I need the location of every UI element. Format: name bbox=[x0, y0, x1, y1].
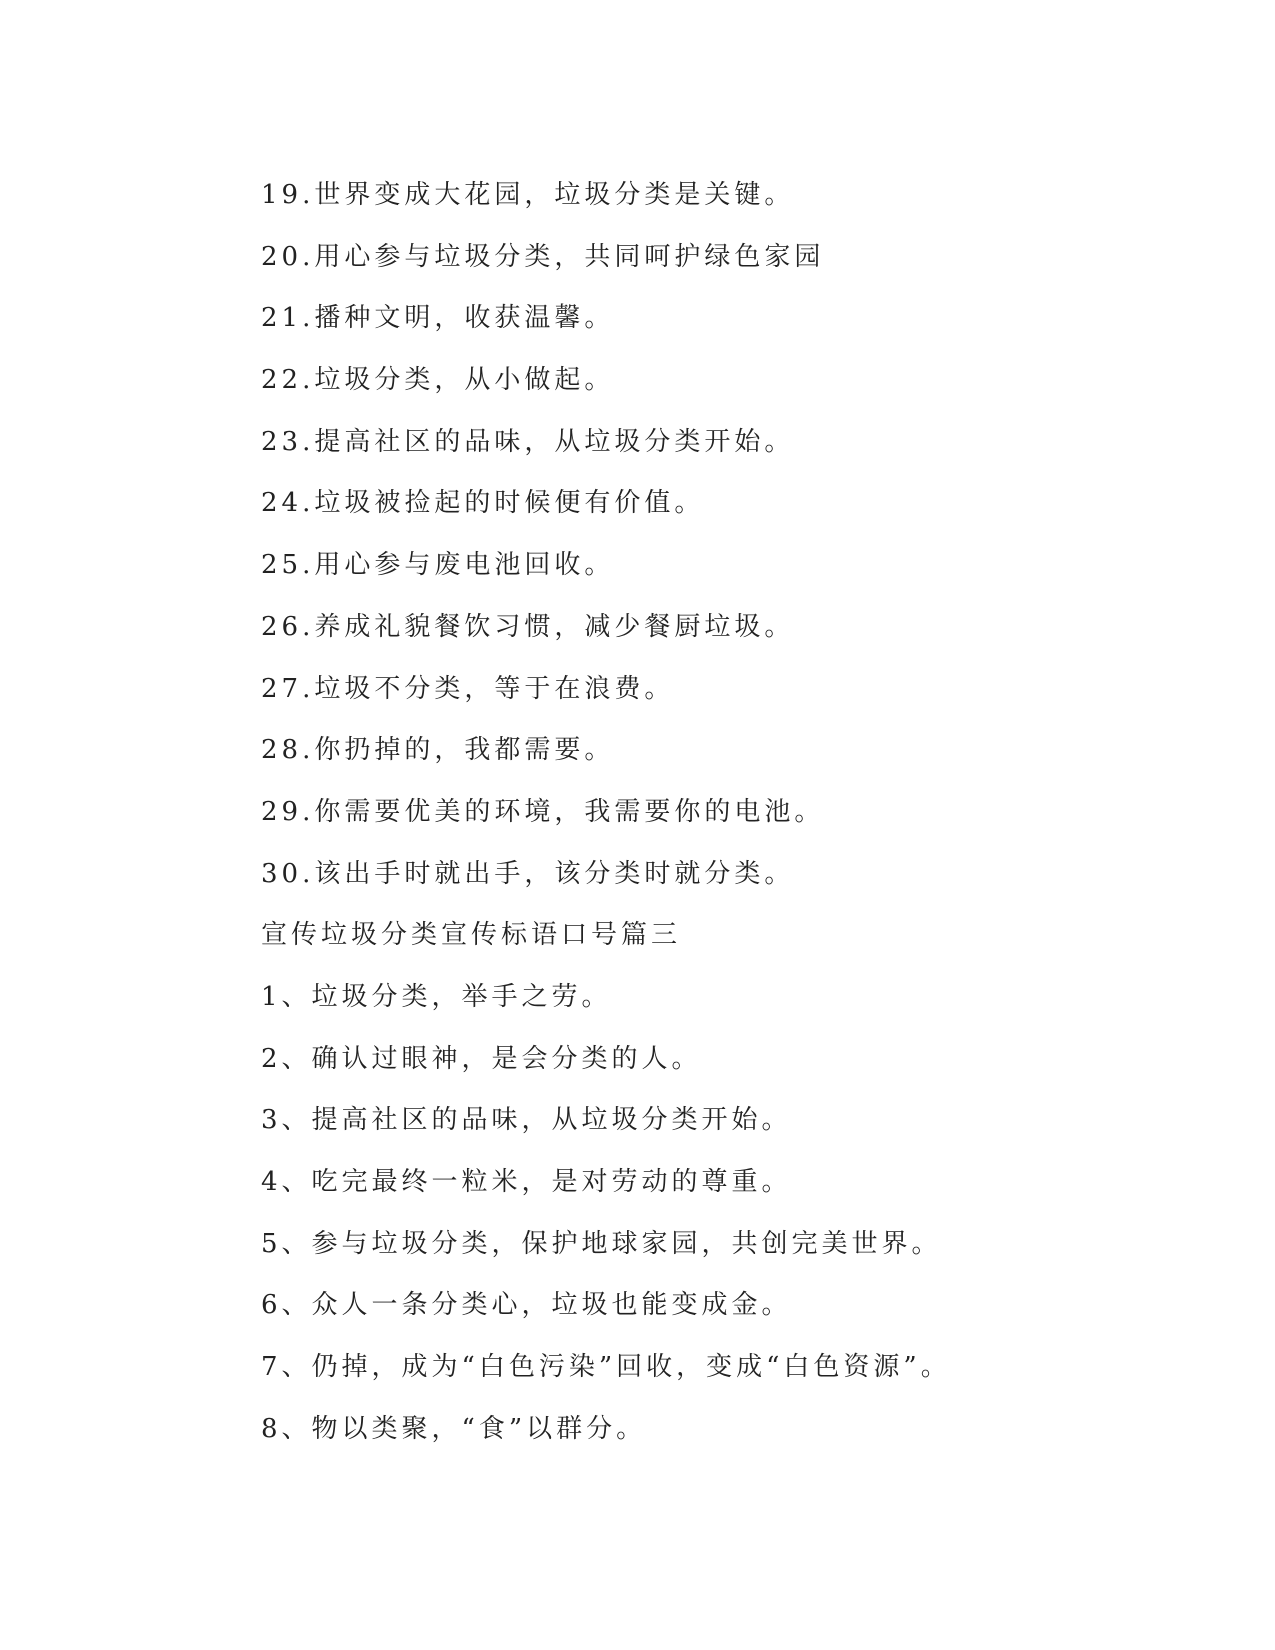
slogan-line: 27.垃圾不分类，等于在浪费。 bbox=[261, 673, 675, 704]
slogan-line: 20.用心参与垃圾分类，共同呵护绿色家园 bbox=[261, 241, 825, 272]
slogan-line: 5、参与垃圾分类，保护地球家园，共创完美世界。 bbox=[261, 1228, 942, 1259]
slogan-line: 22.垃圾分类，从小做起。 bbox=[261, 365, 615, 396]
section-heading: 宣传垃圾分类宣传标语口号篇三 bbox=[261, 920, 682, 951]
slogan-line: 23.提高社区的品味，从垃圾分类开始。 bbox=[261, 426, 795, 457]
slogan-line: 28.你扔掉的，我都需要。 bbox=[261, 735, 615, 766]
slogan-line: 29.你需要优美的环境，我需要你的电池。 bbox=[261, 796, 825, 827]
slogan-line: 8、物以类聚，“食”以群分。 bbox=[261, 1413, 647, 1444]
slogan-line: 25.用心参与废电池回收。 bbox=[261, 550, 615, 581]
slogan-line: 1、垃圾分类，举手之劳。 bbox=[261, 981, 612, 1012]
slogan-line: 24.垃圾被捡起的时候便有价值。 bbox=[261, 488, 705, 519]
document-body bbox=[261, 165, 1161, 1460]
slogan-line: 19.世界变成大花园，垃圾分类是关键。 bbox=[261, 180, 795, 210]
slogan-line: 4、吃完最终一粒米，是对劳动的尊重。 bbox=[261, 1167, 792, 1197]
slogan-line: 30.该出手时就出手，该分类时就分类。 bbox=[261, 858, 795, 889]
slogan-line: 21.播种文明，收获温馨。 bbox=[261, 303, 615, 334]
slogan-line: 6、众人一条分类心，垃圾也能变成金。 bbox=[261, 1290, 792, 1321]
slogan-line: 26.养成礼貌餐饮习惯，减少餐厨垃圾。 bbox=[261, 611, 795, 642]
slogan-line: 3、提高社区的品味，从垃圾分类开始。 bbox=[261, 1105, 792, 1136]
slogan-line: 2、确认过眼神，是会分类的人。 bbox=[261, 1043, 702, 1074]
slogan-line: 7、仍掉，成为“白色污染”回收，变成“白色资源”。 bbox=[261, 1352, 951, 1383]
